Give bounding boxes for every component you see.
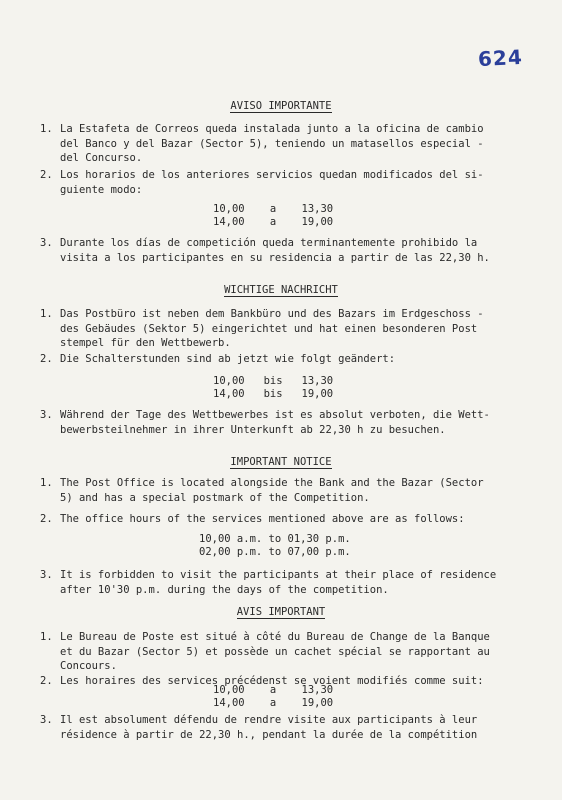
handwritten-page-number: 624	[477, 44, 524, 72]
section-title-spanish: AVISO IMPORTANTE	[230, 100, 332, 112]
section-title-french: AVIS IMPORTANT	[236, 606, 326, 618]
section-title-english: IMPORTANT NOTICE	[230, 456, 332, 468]
schedule-table: 10,00 a 13,30 14,00 a 19,00	[213, 203, 334, 228]
schedule-table: 10,00 bis 13,30 14,00 bis 19,00	[213, 375, 334, 400]
document-page: 624 AVISO IMPORTANTE 1. La Estafeta de Correos queda instalada junto a la oficina de cambio del Banco y del Bazar (Sector 5), teniendo un matasellos especial - del Concurso. 2. Los horarios de los anteriores servicios quedan modificados del si- guiente modo: 10,00 a 13,30 14,00 a 19,00 3. Durante los días de competición queda terminantemente prohibido la visita a los participantes en su residencia a partir de las 22,30 h. WICHTIGE NACHRICHT 1. Das Postbüro ist neben dem Bankbüro und des Bazars im Erdgeschoss - des Gebäudes (Sektor 5) eingerichtet und hat einen besonderen Post stempel für den Wettbewerb. 2. Die Schalterstunden sind ab jetzt wie folgt geändert: 10,00 bis 13,30 14,00 bis 19,00 3. Während der Tage des Wettbewerbes ist es absolut verboten, die Wett- bewerbsteilnehmer in ihrer Unterkunft ab 22,30 h zu besuchen. IMPORTANT NOTICE 1. The Post Office is located alongside the Bank and the Bazar (Sector 5) and has a special postmark of the Competition. 2. The office hours of the services mentioned above are as follows: 10,00 a.m. to 01,30 p.m. 02,00 p.m. to 07,00 p.m. 3. It is forbidden to visit the participants at their place of residence after 10'30 p.m. during the days of the competition. AVIS IMPORTANT 1. Le Bureau de Poste est situé à côté du Bureau de Change de la Banque et du Bazar (Sector 5) et possède un cachet spécial se rapportant au Concours. 2. Les horaires des services précédenst se voient modifiés comme suit: 10,00 a 13,30 14,00 a 19,00 3. Il est absolument défendu de rendre visite aux participants à leur résidence à partir de 22,30 h., pendant la durée de la compétition	[0, 0, 562, 800]
schedule-table: 10,00 a 13,30 14,00 a 19,00	[213, 684, 334, 709]
schedule-table: 10,00 a.m. to 01,30 p.m. 02,00 p.m. to 07,00 p.m.	[199, 533, 351, 558]
section-title-german: WICHTIGE NACHRICHT	[224, 284, 338, 296]
